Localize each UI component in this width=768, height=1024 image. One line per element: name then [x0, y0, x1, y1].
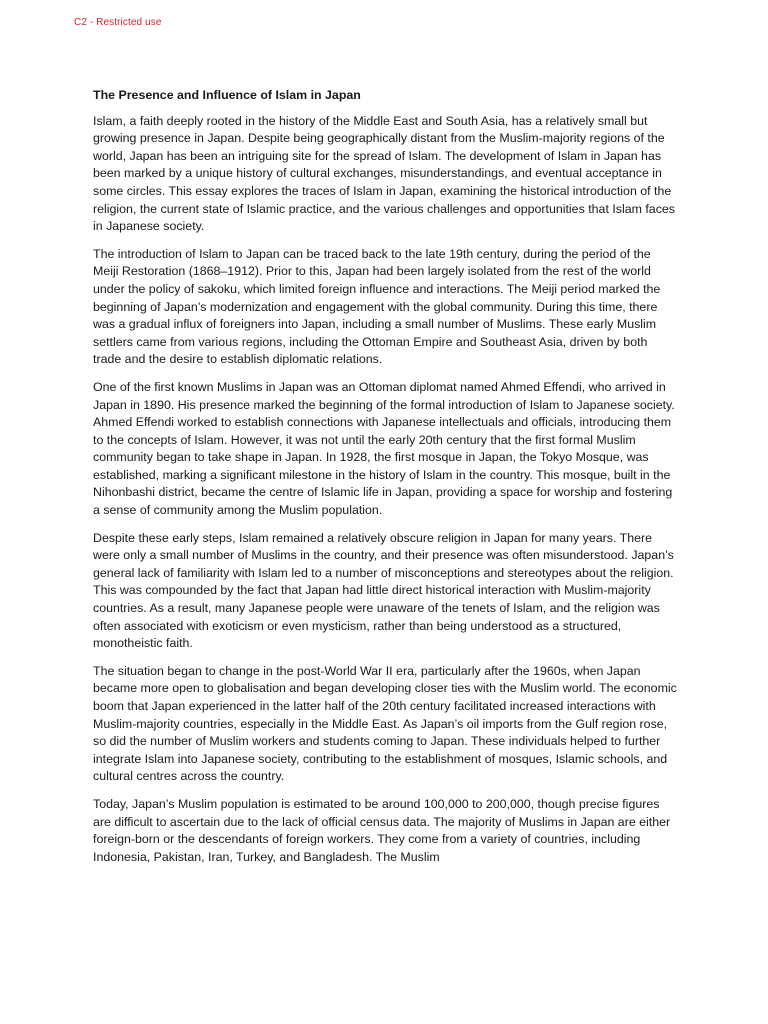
document-title: The Presence and Influence of Islam in Japan — [93, 88, 361, 102]
document-body — [93, 87, 677, 876]
paragraph: The situation began to change in the post-World War II era, particularly after the 1960s, when Japan became more open to globalisation and began developing closer ties with the Muslim world. The economic boom that Japan experienced in the latter half of the 20th century facilitated increased interactions with Muslim-majority countries, especially in the Middle East. As Japan’s oil imports from the Gulf region rose, so did the number of Muslim workers and students coming to Japan. These individuals helped to further integrate Islam into Japanese society, contributing to the establishment of mosques, Islamic schools, and cultural centres across the country. — [93, 663, 677, 784]
paragraph: One of the first known Muslims in Japan was an Ottoman diplomat named Ahmed Effendi, who arrived in Japan in 1890. His presence marked the beginning of the formal introduction of Islam to Japanese society. Ahmed Effendi worked to establish connections with Japanese intellectuals and officials, introducing them to the concepts of Islam. However, it was not until the early 20th century that the first formal Muslim community began to take shape in Japan. In 1928, the first mosque in Japan, the Tokyo Mosque, was established, marking a significant milestone in the history of Islam in the country. This mosque, built in the Nihonbashi district, became the centre of Islamic life in Japan, providing a space for worship and fostering a sense of community among the Muslim population. — [93, 379, 675, 518]
paragraph: Today, Japan’s Muslim population is estimated to be around 100,000 to 200,000, though precise figures are difficult to ascertain due to the lack of official census data. The majority of Muslims in Japan are either foreign-born or the descendants of foreign workers. They come from a variety of countries, including Indonesia, Pakistan, Iran, Turkey, and Bangladesh. The Muslim — [93, 796, 671, 864]
paragraph: The introduction of Islam to Japan can be traced back to the late 19th century, during the period of the Meiji Restoration (1868–1912). Prior to this, Japan had been largely isolated from the rest of the world under the policy of sakoku, which limited foreign influence and interactions. The Meiji period marked the beginning of Japan’s modernization and engagement with the global community. During this time, there was a gradual influx of foreigners into Japan, including a small number of Muslims. These early Muslim settlers came from various regions, including the Ottoman Empire and Southeast Asia, driven by both trade and the desire to establish diplomatic relations. — [93, 246, 661, 367]
paragraph: Despite these early steps, Islam remained a relatively obscure religion in Japan for many years. There were only a small number of Muslims in the country, and their presence was often misunderstood. Japan’s general lack of familiarity with Islam led to a number of misconceptions and stereotypes about the religion. This was compounded by the fact that Japan had little direct historical interaction with Muslim-majority countries. As a result, many Japanese people were unaware of the tenets of Islam, and the religion was often associated with exoticism or even mysticism, rather than being understood as a structured, monotheistic faith. — [93, 530, 674, 651]
paragraph: Islam, a faith deeply rooted in the history of the Middle East and South Asia, has a relatively small but growing presence in Japan. Despite being geographically distant from the Muslim-majority regions of the world, Japan has been an intriguing site for the spread of Islam. The development of Islam in Japan has been marked by a unique history of cultural exchanges, misunderstandings, and eventual acceptance in some circles. This essay explores the traces of Islam in Japan, examining the historical introduction of the religion, the current state of Islamic practice, and the various challenges and opportunities that Islam faces in Japanese society. — [93, 113, 675, 234]
classification-label: C2 - Restricted use — [74, 17, 162, 28]
